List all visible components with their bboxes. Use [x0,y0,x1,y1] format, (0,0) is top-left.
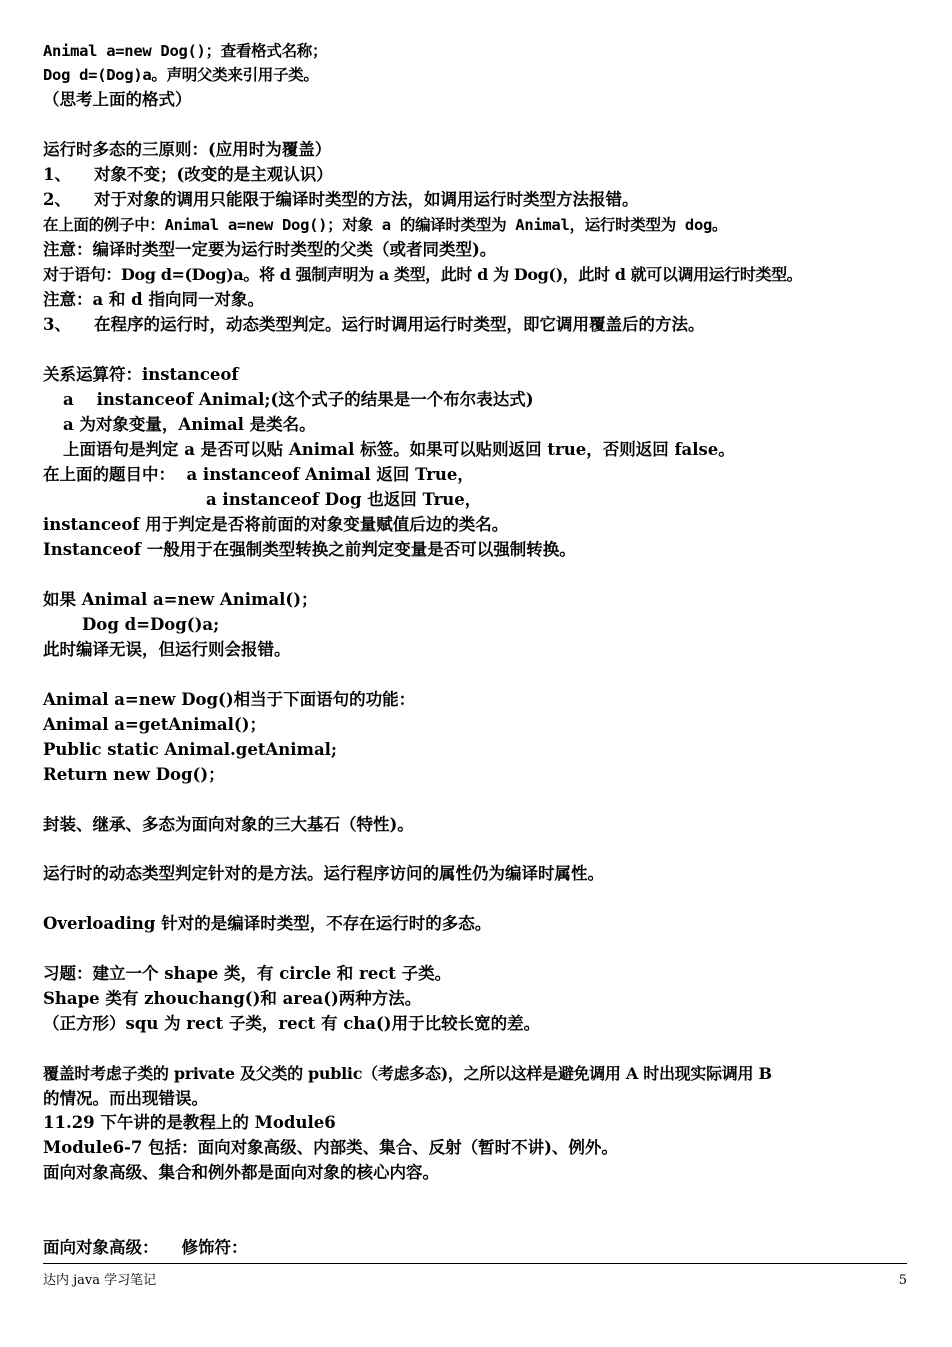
section-heading: 运行时多态的三原则：(应用时为覆盖） [43,140,332,159]
text-line: （正方形）squ 为 rect 子类，rect 有 cha()用于比较长宽的差。 [43,1014,541,1033]
text-line: Instanceof 一般用于在强制类型转换之前判定变量是否可以强制转换。 [43,540,576,559]
text-line: 如果 Animal a=new Animal()； [43,590,318,609]
text-line: 的情况。而出现错误。 [43,1089,208,1108]
text-line: Animal a=new Dog()相当于下面语句的功能： [43,690,416,709]
section-heading: 面向对象高级： 修饰符： [43,1238,248,1257]
text-line: 运行时的动态类型判定针对的是方法。运行程序访问的属性仍为编译时属性。 [43,864,604,883]
text-line: a instanceof Dog 也返回 True， [206,490,482,509]
footer-divider [43,1263,907,1264]
text-line: Dog d=(Dog)a。声明父类来引用子类。 [43,66,319,84]
text-line: 注意：编译时类型一定要为运行时类型的父类（或者同类型)。 [43,240,497,259]
text-line: 对于语句：Dog d=(Dog)a。将 d 强制声明为 a 类型，此时 d 为 Dog()，此时 d 就可以调用运行时类型。 [43,265,803,284]
text-line: Dog d=Dog()a; [82,615,220,634]
text-line: a instanceof Animal;(这个式子的结果是一个布尔表达式) [63,390,534,409]
text-line: 在上面的例子中：Animal a=new Dog()；对象 a 的编译时类型为 Animal，运行时类型为 dog。 [43,216,728,234]
text-line: 习题：建立一个 shape 类，有 circle 和 rect 子类。 [43,964,452,983]
list-item: 2、 对于对象的调用只能限于编译时类型的方法，如调用运行时类型方法报错。 [43,190,639,209]
text-line: 注意：a 和 d 指向同一对象。 [43,290,264,309]
section-heading: 关系运算符：instanceof [43,365,239,384]
text-line: 在上面的题目中： a instanceof Animal 返回 True， [43,465,474,484]
text-line: 覆盖时考虑子类的 private 及父类的 public（考虑多态)，之所以这样是避免调用 A 时出现实际调用 B [43,1064,772,1083]
text-line: Animal a=new Dog()；查看格式名称； [43,42,328,60]
text-line: Public static Animal.getAnimal; [43,740,338,759]
text-line: Animal a=getAnimal()； [43,715,266,734]
text-line: 11.29 下午讲的是教程上的 Module6 [43,1113,336,1132]
text-line: 上面语句是判定 a 是否可以贴 Animal 标签。如果可以贴则返回 true，否则返回 false。 [63,440,735,459]
text-line: Return new Dog()； [43,765,225,784]
page-number: 5 [898,1273,907,1288]
text-line: a 为对象变量，Animal 是类名。 [63,415,316,434]
text-line: 封装、继承、多态为面向对象的三大基石（特性)。 [43,815,414,834]
text-line: Overloading 针对的是编译时类型，不存在运行时的多态。 [43,914,492,933]
footer-title: 达内 java 学习笔记 [43,1273,157,1288]
list-item: 1、 对象不变；(改变的是主观认识） [43,165,333,184]
text-line: instanceof 用于判定是否将前面的对象变量赋值后边的类名。 [43,515,509,534]
text-line: （思考上面的格式） [43,90,192,109]
text-line: 面向对象高级、集合和例外都是面向对象的核心内容。 [43,1163,439,1182]
text-line: Shape 类有 zhouchang()和 area()两种方法。 [43,989,422,1008]
list-item: 3、 在程序的运行时，动态类型判定。运行时调用运行时类型，即它调用覆盖后的方法。 [43,315,705,334]
text-line: 此时编译无误，但运行则会报错。 [43,640,291,659]
text-line: Module6-7 包括：面向对象高级、内部类、集合、反射（暂时不讲)、例外。 [43,1138,618,1157]
